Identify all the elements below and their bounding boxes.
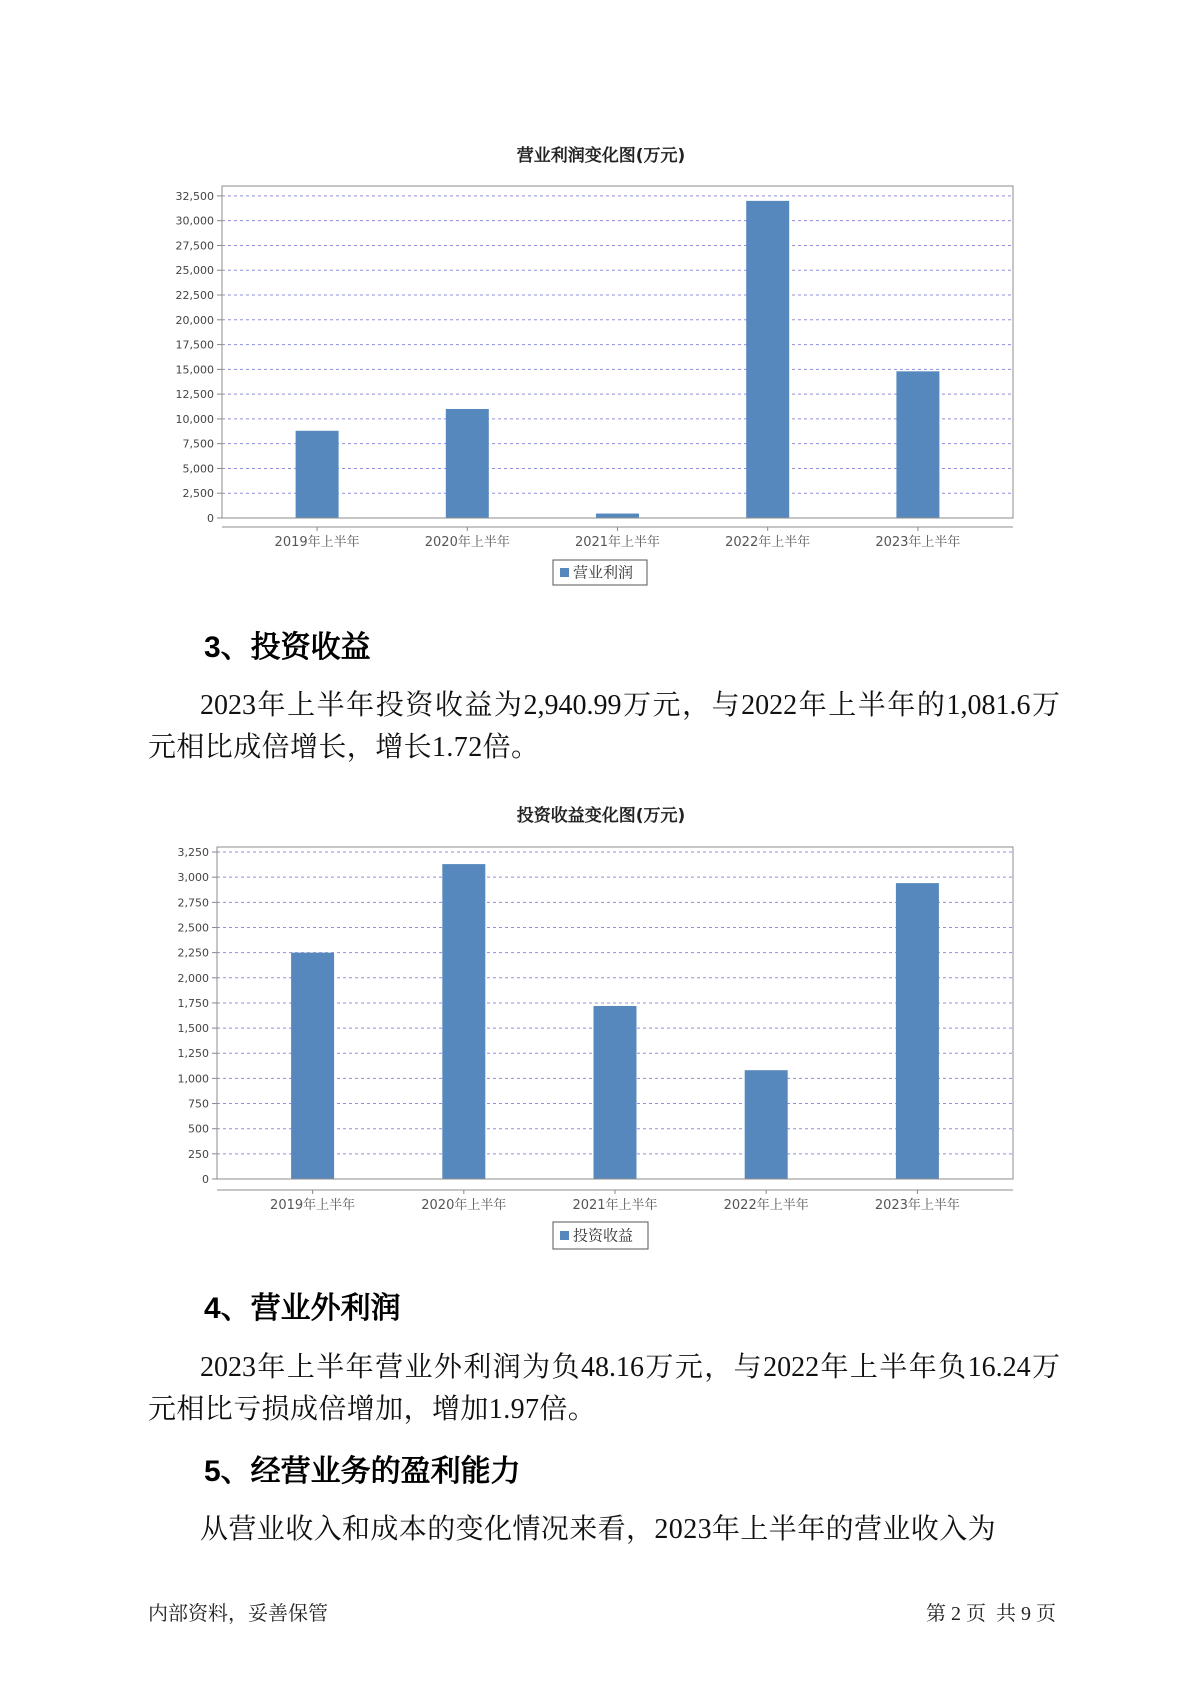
paragraph-investment-income: [148, 685, 1060, 769]
y-tick-label: 12,500: [175, 388, 214, 402]
bar: [291, 953, 334, 1179]
y-tick-label: 27,500: [175, 239, 214, 253]
bar: [596, 514, 639, 518]
chart-title: 营业利润变化图(万元): [516, 146, 686, 166]
bar: [896, 371, 939, 518]
section-heading-profitability: 5、经营业务的盈利能力: [204, 1455, 521, 1488]
y-tick-label: 25,000: [175, 264, 214, 278]
y-tick-label: 17,500: [175, 338, 214, 352]
y-tick-label: 1,000: [177, 1072, 209, 1086]
bar: [896, 883, 939, 1179]
paragraph-line: 2023年上半年营业外利润为负48.16万元，与2022年上半年负16.24万: [200, 1352, 1060, 1383]
paragraph-non-operating-profit: [148, 1347, 1060, 1431]
x-tick-label: 2022年上半年: [725, 535, 811, 550]
legend-swatch: [560, 1231, 569, 1240]
y-tick-label: 30,000: [175, 214, 214, 228]
x-tick-label: 2021年上半年: [574, 535, 661, 550]
legend-label: 营业利润: [573, 563, 634, 582]
bar: [594, 1006, 637, 1179]
y-tick-label: 20,000: [175, 313, 214, 327]
y-tick-label: 2,250: [177, 946, 209, 960]
bar: [296, 431, 339, 518]
paragraph-line: 元相比亏损成倍增加，增加1.97倍。: [148, 1394, 597, 1425]
y-tick-label: 15,000: [175, 363, 214, 377]
x-tick-label: 2020年上半年: [421, 1198, 507, 1213]
y-tick-label: 1,250: [177, 1047, 209, 1061]
chart-plot: [176, 186, 1014, 585]
y-tick-label: 750: [188, 1097, 209, 1111]
y-tick-label: 32,500: [175, 189, 214, 203]
y-tick-label: 2,750: [177, 896, 209, 910]
bar: [446, 409, 489, 518]
y-tick-label: 1,750: [177, 996, 209, 1010]
bar: [745, 1070, 788, 1179]
y-tick-label: 10,000: [175, 412, 214, 426]
y-tick-label: 2,000: [177, 971, 209, 985]
chart-legend: [553, 1222, 648, 1249]
x-tick-label: 2023年上半年: [874, 1198, 960, 1213]
y-tick-label: 7,500: [182, 437, 214, 451]
paragraph-line: 元相比成倍增长，增长1.72倍。: [148, 732, 540, 763]
chart-title: 投资收益变化图(万元): [516, 806, 686, 826]
bar: [746, 201, 789, 518]
y-tick-label: 0: [207, 512, 214, 525]
chart-legend: [553, 560, 647, 585]
x-tick-label: 2020年上半年: [424, 535, 510, 550]
investment-income-chart: [148, 800, 1028, 1255]
bar: [442, 864, 485, 1179]
legend-label: 投资收益: [573, 1226, 634, 1245]
operating-profit-chart: [148, 140, 1028, 595]
y-tick-label: 2,500: [182, 487, 214, 501]
y-tick-label: 500: [188, 1122, 209, 1136]
x-tick-label: 2023年上半年: [875, 535, 961, 550]
y-tick-label: 5,000: [182, 462, 214, 476]
y-tick-label: 3,000: [177, 871, 209, 885]
paragraph-line: 从营业收入和成本的变化情况来看，2023年上半年的营业收入为: [200, 1514, 997, 1545]
section-heading-investment-income: 3、投资收益: [204, 631, 371, 664]
section-heading-non-operating-profit: 4、营业外利润: [204, 1292, 401, 1325]
paragraph-line: 2023年上半年投资收益为2,940.99万元，与2022年上半年的1,081.6万: [200, 690, 1060, 721]
y-tick-label: 2,500: [177, 921, 209, 935]
footer-page-number: 第 2 页 共 9 页: [926, 1603, 1056, 1625]
x-tick-label: 2019年上半年: [270, 1198, 356, 1213]
legend-swatch: [560, 568, 569, 577]
x-tick-label: 2022年上半年: [723, 1198, 809, 1213]
x-tick-label: 2019年上半年: [274, 535, 360, 550]
footer-confidential-note: 内部资料，妥善保管: [148, 1603, 328, 1625]
y-tick-label: 1,500: [177, 1022, 209, 1036]
y-tick-label: 3,250: [177, 846, 209, 860]
paragraph-profitability: [148, 1509, 1060, 1551]
chart-plot: [178, 846, 1014, 1249]
x-tick-label: 2021年上半年: [572, 1198, 658, 1213]
y-tick-label: 0: [202, 1173, 209, 1186]
y-tick-label: 22,500: [175, 289, 214, 303]
y-tick-label: 250: [188, 1147, 209, 1161]
